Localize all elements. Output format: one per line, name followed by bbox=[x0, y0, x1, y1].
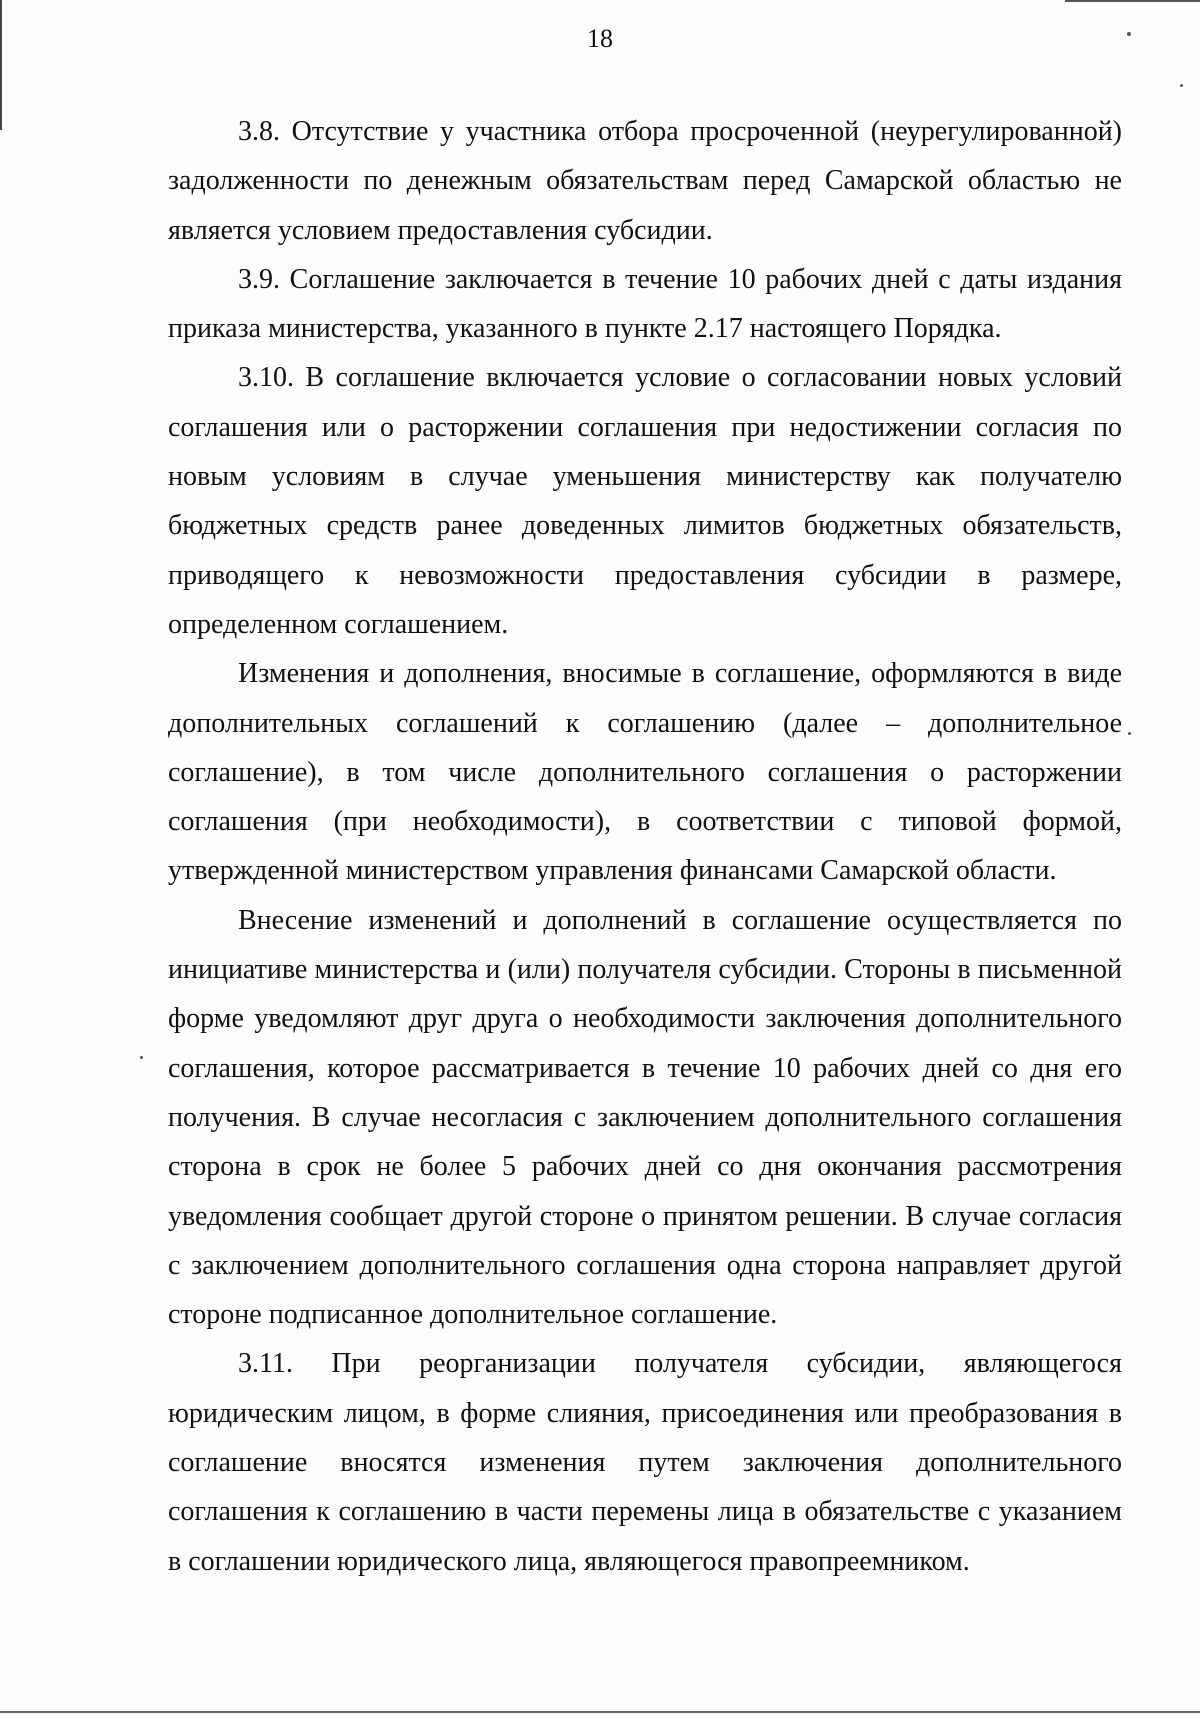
paragraph-amendments: Изменения и дополнения, вносимые в соглашение, оформляются в виде дополнительных соглашений к соглашению (далее – дополнительное соглашение), в том числе дополнительного соглашения о расторжении соглашения (при необходимости), в соответствии с типовой формой, утвержденной министерством управления финансами Самарской области. bbox=[168, 658, 1122, 887]
scan-speck bbox=[140, 1056, 143, 1059]
scan-speck bbox=[1180, 84, 1183, 87]
paragraph-3-9: 3.9. Соглашение заключается в течение 10 рабочих дней с даты издания приказа министерства, указанного в пункте 2.17 настоящего Порядка. bbox=[168, 263, 1122, 345]
paragraph-amendment-procedure: Внесение изменений и дополнений в соглашение осуществляется по инициативе министерства и (или) получателя субсидии. Стороны в письменной форме уведомляют друг друга о необходимости заключения дополнительного соглашения, которое рассматривается в течение 10 рабочих дней со дня его получения. В случае несогласия с заключением дополнительного соглашения сторона в срок не более 5 рабочих дней со дня окончания рассмотрения уведомления сообщает другой стороне о принятом решении. В случае согласия с заключением дополнительного соглашения одна сторона направляет другой стороне подписанное дополнительное соглашение. bbox=[168, 904, 1122, 1331]
page-number: 18 bbox=[587, 24, 613, 53]
scan-border-left bbox=[0, 0, 2, 130]
paragraph-3-8: 3.8. Отсутствие у участника отбора просроченной (неурегулированной) задолженности по денежным обязательствам перед Самарской областью не является условием предоставления субсидии. bbox=[168, 116, 1122, 246]
document-body bbox=[168, 107, 1122, 1586]
paragraph-3-10: 3.10. В соглашение включается условие о согласовании новых условий соглашения или о расторжении соглашения при недостижении согласия по новым условиям в случае уменьшения министерству как получателю бюджетных средств ранее доведенных лимитов бюджетных обязательств, приводящего к невозможности предоставления субсидии в размере, определенном соглашением. bbox=[168, 362, 1122, 640]
scan-border-top bbox=[1065, 0, 1200, 2]
scan-speck bbox=[1128, 732, 1131, 735]
scan-border-bottom bbox=[0, 1711, 1200, 1713]
paragraph-3-11: 3.11. При реорганизации получателя субсидии, являющегося юридическим лицом, в форме слияния, присоединения или преобразования в соглашение вносятся изменения путем заключения дополнительного соглашения к соглашению в части перемены лица в обязательстве с указанием в соглашении юридического лица, являющегося правопреемником. bbox=[168, 1348, 1122, 1577]
